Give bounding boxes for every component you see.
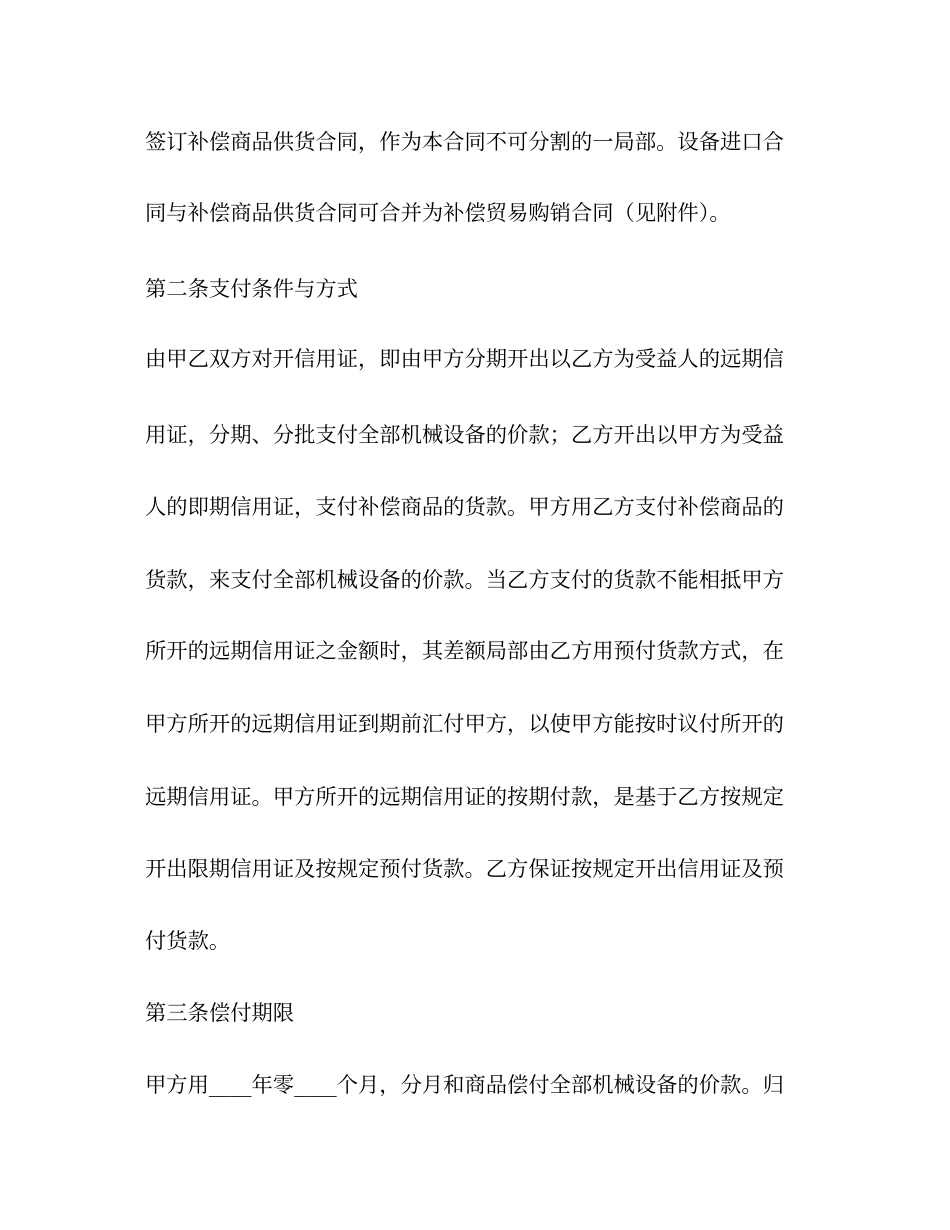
text-line: 远期信用证。甲方所开的远期信用证的按期付款，是基于乙方按规定 bbox=[145, 785, 784, 810]
text-line: 付货款。 bbox=[145, 929, 231, 954]
text-line: 用证，分期、分批支付全部机械设备的价款；乙方开出以甲方为受益 bbox=[145, 423, 784, 448]
text-line: 由甲乙双方对开信用证，即由甲方分期开出以乙方为受益人的远期信 bbox=[145, 347, 784, 372]
text-line: 所开的远期信用证之金额时，其差额局部由乙方用预付货款方式，在 bbox=[145, 639, 784, 664]
text-line: 人的即期信用证，支付补偿商品的货款。甲方用乙方支付补偿商品的 bbox=[145, 495, 784, 520]
text-line: 甲方所开的远期信用证到期前汇付甲方，以使甲方能按时议付所开的 bbox=[145, 712, 784, 737]
text-line: 签订补偿商品供货合同，作为本合同不可分割的一局部。设备进口合 bbox=[145, 130, 784, 155]
section-heading: 第二条支付条件与方式 bbox=[145, 277, 358, 302]
text-line: 甲方用____年零____个月，分月和商品偿付全部机械设备的价款。归 bbox=[145, 1073, 784, 1098]
section-heading: 第三条偿付期限 bbox=[145, 1001, 295, 1026]
text-line: 货款，来支付全部机械设备的价款。当乙方支付的货款不能相抵甲方 bbox=[145, 568, 784, 593]
text-line: 同与补偿商品供货合同可合并为补偿贸易购销合同（见附件）。 bbox=[145, 201, 731, 226]
text-line: 开出限期信用证及按规定预付货款。乙方保证按规定开出信用证及预 bbox=[145, 857, 784, 882]
